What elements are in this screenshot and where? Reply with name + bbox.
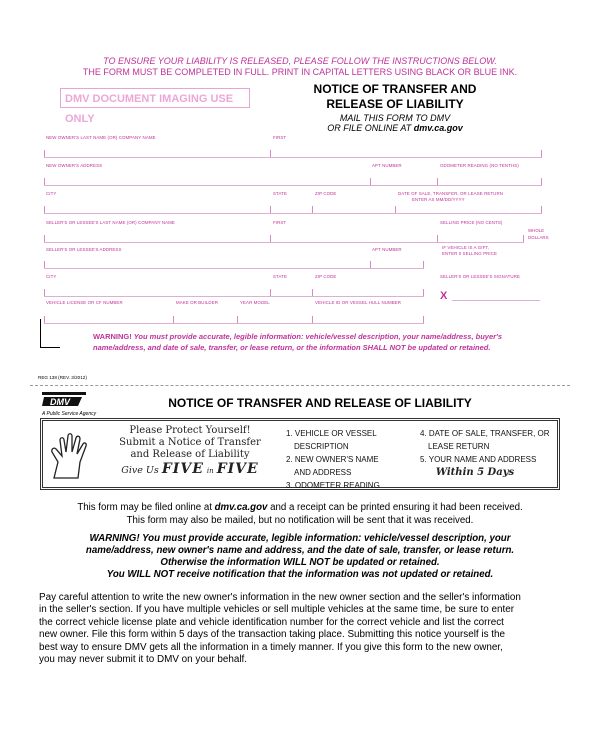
online-info-prefix: This form may be filed online at	[77, 502, 212, 513]
step-1: 1. VEHICLE OR VESSEL	[286, 429, 377, 438]
online-info	[0, 502, 600, 514]
hand-icon	[48, 432, 96, 482]
warning-big-line-4: You WILL NOT receive notification that the information was not updated or retained.	[106, 569, 494, 580]
field-label-zip: ZIP CODE	[315, 191, 337, 196]
corner-mark-horizontal	[40, 347, 60, 348]
instruction-line-1: TO ENSURE YOUR LIABILITY IS RELEASED, PLEASE FOLLOW THE INSTRUCTIONS BELOW.	[103, 56, 497, 66]
steps-right	[420, 427, 550, 466]
field-label-date-of-sale: DATE OF SALE, TRANSFER, OR LEASE RETURN	[398, 191, 503, 196]
transfer-form-fields	[0, 0, 600, 330]
gift-note-line-1: IF VEHICLE IS A GIFT,	[442, 245, 489, 250]
signature-line[interactable]	[452, 300, 540, 301]
protect-line-3: and Release of Liability	[130, 449, 250, 460]
field-label-new-owner-address: NEW OWNER'S ADDRESS	[46, 163, 103, 168]
step-5: 5. YOUR NAME AND ADDRESS	[420, 455, 537, 464]
body-line: you may never submit it to DMV on your behalf.	[39, 654, 248, 666]
field-label-year: YEAR MODEL	[240, 300, 270, 305]
field-label-new-owner-name: NEW OWNER'S LAST NAME (OR) COMPANY NAME	[46, 135, 156, 140]
field-label-apt-2: APT NUMBER	[372, 247, 402, 252]
within-five-days: Within 5 Days	[435, 467, 515, 478]
give-us-five	[100, 461, 280, 477]
lower-title: NOTICE OF TRANSFER AND RELEASE OF LIABILITY	[168, 396, 472, 410]
warning-big-line-3: Otherwise the information WILL NOT be updated or retained.	[160, 557, 440, 568]
field-label-seller-address: SELLER'S OR LESSEE'S ADDRESS	[46, 247, 122, 252]
field-line-row-6[interactable]	[44, 296, 424, 297]
five-word-2: FIVE	[216, 461, 259, 477]
protect-text	[100, 425, 280, 461]
field-label-city: CITY	[46, 191, 57, 196]
field-label-apt: APT NUMBER	[372, 163, 402, 168]
agency-tagline: A Public Service Agency	[42, 411, 97, 417]
corner-mark-vertical	[40, 319, 41, 347]
field-label-license: VEHICLE LICENSE OR CF NUMBER	[46, 300, 123, 305]
protect-line-1: Please Protect Yourself!	[129, 425, 251, 436]
online-info-suffix: and a receipt can be printed ensuring it had been received.	[270, 502, 523, 513]
file-online-prefix: OR FILE ONLINE AT	[327, 123, 412, 133]
field-label-selling-price: SELLING PRICE (NO CENTS)	[440, 220, 503, 225]
field-label-seller-name: SELLER'S OR LESSEE'S LAST NAME (OR) COMPANY NAME	[46, 220, 175, 225]
body-line: the correct vehicle license plate and vehicle identification number for the correct vehicle and list the correct	[39, 616, 504, 628]
whole-label: WHOLE	[528, 228, 545, 233]
step-2: 2. NEW OWNER'S NAME	[286, 455, 379, 464]
field-label-zip-2: ZIP CODE	[315, 274, 337, 279]
field-label-vin: VEHICLE ID OR VESSEL HULL NUMBER	[315, 300, 402, 305]
field-line-row-2[interactable]	[44, 185, 542, 186]
field-line-row-5[interactable]	[44, 268, 424, 269]
field-label-first-2: FIRST	[273, 220, 287, 225]
give-us-label: Give Us	[121, 465, 159, 476]
field-line-row-7[interactable]	[44, 323, 424, 324]
field-label-signature: SELLER'S OR LESSEE'S SIGNATURE	[440, 274, 520, 279]
gift-note-line-2: ENTER 0 SELLING PRICE	[442, 251, 498, 256]
instruction-line-2: THE FORM MUST BE COMPLETED IN FULL. PRINT IN CAPITAL LETTERS USING BLACK OR BLUE INK.	[82, 67, 518, 77]
step-3: 3. ODOMETER READING	[286, 481, 380, 490]
body-line: in the seller's section. If you have multiple vehicles or sell multiple vehicles at the same time, be sure to enter	[39, 604, 515, 616]
mailed-info: This form may also be mailed, but no notification will be sent that it was received.	[126, 515, 474, 526]
dmv-logo-text: DMV	[50, 397, 70, 407]
file-online-site[interactable]: dmv.ca.gov	[413, 123, 463, 133]
warning-small-line-1: You must provide accurate, legible information: vehicle/vessel description, your name/address, buyer's	[133, 332, 502, 341]
field-label-state: STATE	[273, 191, 287, 196]
form-title-line-1: NOTICE OF TRANSFER AND	[313, 82, 477, 96]
step-4: 4. DATE OF SALE, TRANSFER, OR	[420, 429, 550, 438]
field-label-city-2: CITY	[46, 274, 57, 279]
tear-line	[30, 385, 570, 386]
field-label-odometer: ODOMETER READING (NO TENTHS)	[440, 163, 519, 168]
field-label-state-2: STATE	[273, 274, 287, 279]
dollars-label: DOLLARS	[528, 235, 549, 240]
dmv-logo	[42, 392, 86, 408]
in-word: in	[206, 467, 214, 475]
warning-small-label: WARNING!	[93, 332, 132, 341]
step-1-cont: DESCRIPTION	[294, 442, 349, 451]
field-line-row-3[interactable]	[44, 213, 542, 214]
field-label-make: MAKE OR BUILDER	[176, 300, 218, 305]
warning-small-line-2: name/address, and date of sale, transfer, or lease return, or the information SHALL NOT be updated or retained.	[93, 343, 491, 352]
body-line: new owner. File this form within 5 days of the transaction taking place. Submitting this notice yourself is the	[39, 629, 505, 641]
warning-big-line-2: name/address, new owner's name and address, and the date of sale, transfer, or lease return.	[85, 545, 515, 556]
protect-line-2: Submit a Notice of Transfer	[119, 437, 261, 448]
five-word-1: FIVE	[161, 461, 204, 477]
step-4-cont: LEASE RETURN	[428, 442, 490, 451]
body-line: best way to ensure DMV gets all the information in a timely manner. If you give this form to the new owner,	[39, 641, 503, 653]
dmv-imaging-stamp: DMV DOCUMENT IMAGING USE ONLY	[60, 88, 250, 108]
online-info-site[interactable]: dmv.ca.gov	[214, 502, 268, 513]
warning-small	[93, 331, 533, 353]
signature-mark: X	[440, 290, 448, 302]
step-2-cont: AND ADDRESS	[294, 468, 352, 477]
field-label-date-format: ENTER AS MM/DD/YYYY	[412, 197, 465, 202]
mail-to-dmv: MAIL THIS FORM TO DMV	[339, 113, 451, 123]
field-line-row-1[interactable]	[44, 157, 542, 158]
field-line-row-4[interactable]	[44, 242, 524, 243]
warning-big-line-1: WARNING! You must provide accurate, legible information: vehicle/vessel description, your	[89, 533, 511, 544]
steps-left	[286, 427, 380, 492]
form-title-line-2: RELEASE OF LIABILITY	[326, 97, 464, 111]
body-line: Pay careful attention to write the new owner's information in the new owner section and the seller's information	[39, 592, 521, 603]
form-number: REG 138 (REV. 3/2012)	[38, 375, 87, 380]
field-label-first: FIRST	[273, 135, 287, 140]
instructions-body	[39, 592, 564, 666]
